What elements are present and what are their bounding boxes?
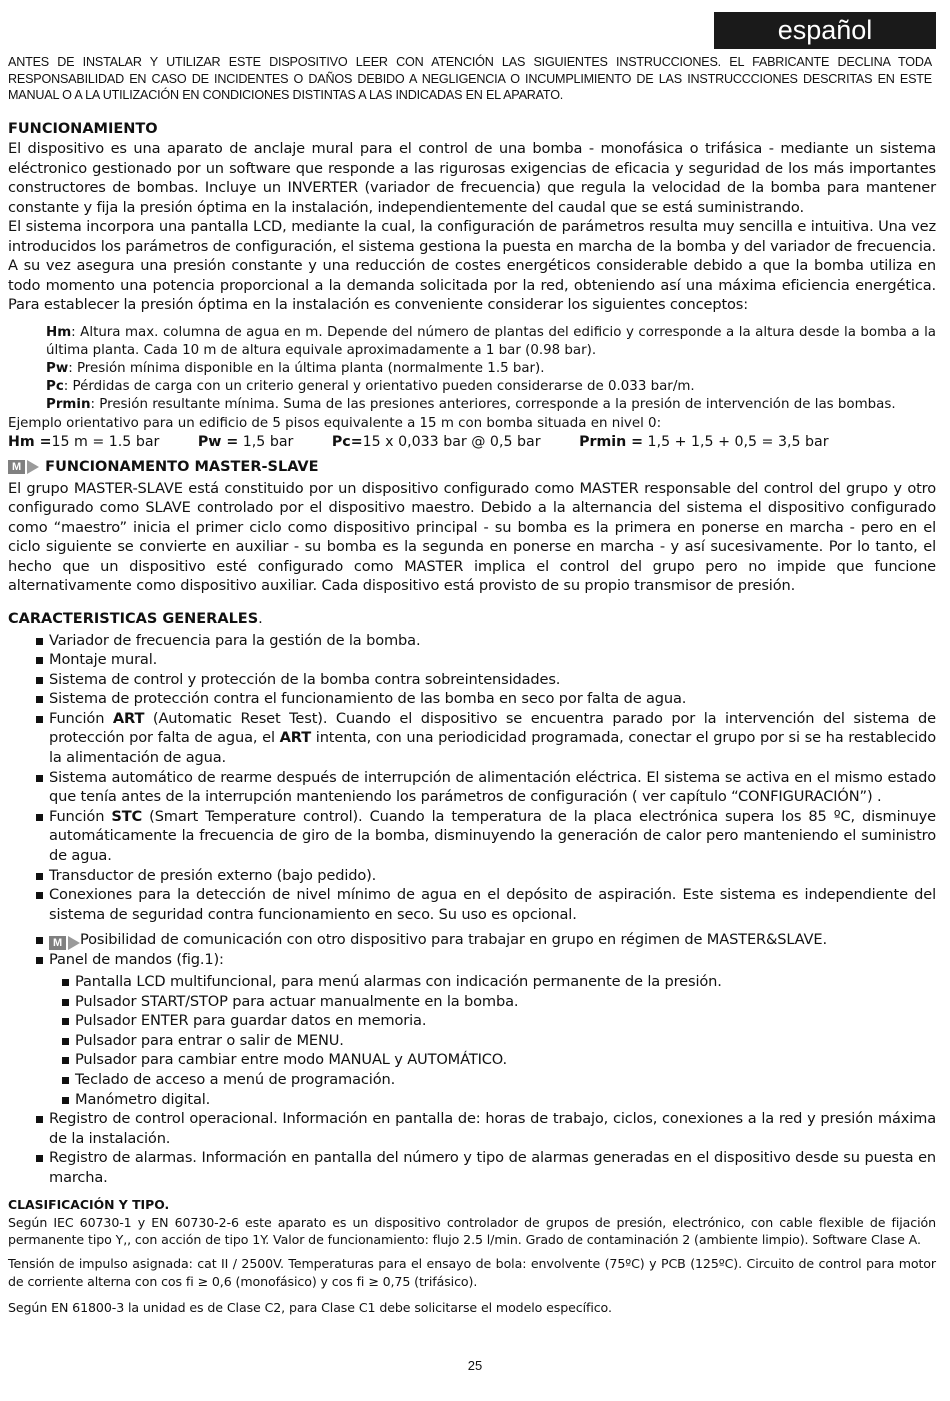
paragraph: Según IEC 60730-1 y EN 60730-2-6 este aparato es un dispositivo controlador de grupos de presión, electrónico, con cable flexible de fijación permanente tipo Y,, con acción de tipo 1Y. Valor de funcionamiento: flujo 2.5 l/min. Grado de contaminación 2 (ambiente limpio). Software Clase A. — [8, 1214, 936, 1248]
definition-text: : Presión mínima disponible en la última planta (normalmente 1.5 bar). — [68, 360, 545, 376]
definition-text: : Presión resultante mínima. Suma de las presiones anteriores, corresponde a la presión de intervención de las bombas. — [90, 397, 896, 413]
calc-hm: Hm =15 m = 1.5 bar — [8, 433, 160, 450]
main-content — [8, 120, 936, 1317]
calculation-line — [8, 433, 936, 452]
features-list — [34, 631, 936, 1188]
list-item: Sistema de protección contra el funcionamiento de las bomba en seco por falta de agua. — [34, 689, 936, 709]
calc-pc: Pc=15 x 0,033 bar @ 0,5 bar — [331, 433, 541, 450]
calc-prmin: Prmin = 1,5 + 1,5 + 0,5 = 3,5 bar — [579, 433, 829, 450]
section-title-caracteristicas: CARACTERISTICAS GENERALES. — [8, 610, 263, 627]
list-item: Manómetro digital. — [60, 1090, 936, 1110]
list-item: Conexiones para la detección de nivel mínimo de agua en el depósito de aspiración. Este sistema es independiente del sistema de seguridad contra funcionamiento en seco. Su uso es opcional. — [34, 885, 936, 924]
language-tab: español — [714, 12, 936, 49]
section-title-funcionamiento: FUNCIONAMIENTO — [8, 121, 158, 137]
list-item-art: Función ART (Automatic Reset Test). Cuando el dispositivo se encuentra parado por la intervención del sistema de protección por falta de agua, el ART intenta, con una periodicidad programada, conectar el grupo por si se ha restablecido la alimentación de agua. — [34, 709, 936, 768]
term: Pc — [46, 379, 64, 395]
example-line: Ejemplo orientativo para un edificio de 5 pisos equivalente a 15 m con bomba situada en nivel 0: — [8, 415, 662, 431]
master-slave-icon: M — [49, 936, 80, 950]
definitions-list — [46, 324, 936, 415]
master-slave-heading — [8, 458, 936, 477]
list-item: Teclado de acceso a menú de programación. — [60, 1070, 936, 1090]
panel-sublist — [60, 972, 936, 1109]
list-item: Transductor de presión externo (bajo pedido). — [34, 866, 936, 886]
list-item: Registro de control operacional. Información en pantalla de: horas de trabajo, ciclos, conexiones a la red y presión máxima de la instalación. — [34, 1109, 936, 1148]
paragraph: Según EN 61800-3 la unidad es de Clase C2, para Clase C1 debe solicitarse el modelo específico. — [8, 1299, 612, 1315]
list-item-comunicacion: M Posibilidad de comunicación con otro dispositivo para trabajar en grupo en régimen de MASTER&SLAVE. — [34, 930, 936, 950]
definition-text: : Altura max. columna de agua en m. Depende del número de plantas del edificio y corresponde a la altura desde la bomba a la última planta. Cada 10 m de altura equivale aproximadamente a 1 bar (0.98 bar). — [46, 324, 936, 358]
page-number: 25 — [467, 1358, 483, 1373]
section-title-master-slave: FUNCIONAMENTO MASTER-SLAVE — [45, 458, 319, 475]
list-item: Sistema de control y protección de la bomba contra sobreintensidades. — [34, 670, 936, 690]
paragraph: El sistema incorpora una pantalla LCD, mediante la cual, la configuración de parámetros resulta muy sencilla e intuitiva. Una vez introducidos los parámetros de configuración, el sistema gestiona la puesta en marcha de la bomba y del variador de frecuencia. A su vez asegura una presión constante y una reducción de costes energéticos considerable debido a que la bomba utiliza en todo momento una potencia proporcional a la demanda solicitada por la red, obteniendo así una máxima eficiencia energética. Para establecer la presión óptima en la instalación es conveniente considerar los siguientes conceptos: — [8, 218, 936, 313]
warning-notice: ANTES DE INSTALAR Y UTILIZAR ESTE DISPOSITIVO LEER CON ATENCIÓN LAS SIGUIENTES INSTRUCCIONES. EL FABRICANTE DECLINA TODA RESPONSABILIDAD EN CASO DE INCIDENTES O DAÑOS DEBIDO A NEGLIGENCIA O INCUMPLIMIENTO DE LAS INSTRUCCCIONES DESCRITAS EN ESTE MANUAL O A LA UTILIZACIÓN EN CONDICIONES DISTINTAS A LAS INDICADAS EN EL APARATO. — [8, 55, 932, 102]
list-item: Sistema automático de rearme después de interrupción de alimentación eléctrica. El sistema se activa en el mismo estado que tenía antes de la interrupción manteniendo los parámetros de configuración ( ver capítulo “CONFIGURACIÓN”) . — [34, 768, 936, 807]
list-item: Registro de alarmas. Información en pantalla del número y tipo de alarmas generadas en el dispositivo desde su puesta en marcha. — [34, 1148, 936, 1187]
list-item: Pulsador START/STOP para actuar manualmente en la bomba. — [60, 992, 936, 1012]
list-item: Montaje mural. — [34, 650, 936, 670]
definition-prmin — [46, 396, 936, 414]
panel-sublist-container — [34, 972, 936, 1109]
definition-pw — [46, 360, 936, 378]
list-item: Variador de frecuencia para la gestión de la bomba. — [34, 631, 936, 651]
calc-pw: Pw = 1,5 bar — [197, 433, 294, 450]
paragraph: El grupo MASTER-SLAVE está constituido por un dispositivo configurado como MASTER responsable del control del grupo y otro configurado como SLAVE controlado por el dispositivo maestro. Debido a la alternancia del sistema el dispositivo configurado como “maestro” inicia el primer ciclo como dispositivo principal - su bomba es la primera en ponerse en marcha - pero en el ciclo siguiente se convierte en auxiliar - su bomba es la segunda en ponerse en marcha - y así sucesivamente. Por lo tanto, el hecho que un dispositivo esté configurado como MASTER implica el control del grupo pero no impide que funcione alternativamente como dispositivo auxiliar. Cada dispositivo está provisto de su propio transmisor de presión. — [8, 479, 936, 595]
list-item: Pulsador ENTER para guardar datos en memoria. — [60, 1011, 936, 1031]
list-item-stc: Función STC (Smart Temperature control). Cuando la temperatura de la placa electrónica supera los 85 ºC, disminuye automáticamente la frecuencia de giro de la bomba, disminuyendo la generación de calor pero manteniendo el suministro de agua. — [34, 807, 936, 866]
term: Prmin — [46, 397, 91, 413]
definition-text: : Pérdidas de carga con un criterio general y orientativo pueden considerarse de 0.033 bar/m. — [63, 379, 695, 395]
list-item: Pantalla LCD multifuncional, para menú alarmas con indicación permanente de la presión. — [60, 972, 936, 992]
definition-hm — [46, 324, 936, 360]
section-title-clasificacion: CLASIFICACIÓN Y TIPO. — [8, 1196, 170, 1212]
definition-pc — [46, 378, 936, 396]
term: Pw — [46, 360, 69, 376]
paragraph: El dispositivo es una aparato de anclaje mural para el control de una bomba - monofásica o trifásica - mediante un sistema eléctronico gestionado por un software que responde a las rigurosas exigencias de eficacia y seguridad de los más importantes constructores de bombas. Incluye un INVERTER (variador de frecuencia) que regula la velocidad de la bomba para mantener constante y fija la presión óptima en la instalación, independientemente del caudal que se está suministrando. — [8, 140, 936, 216]
list-item: Pulsador para entrar o salir de MENU. — [60, 1031, 936, 1051]
list-item-panel: Panel de mandos (fig.1): — [34, 950, 936, 970]
term: Hm — [46, 324, 72, 340]
list-item: Pulsador para cambiar entre modo MANUAL y AUTOMÁTICO. — [60, 1050, 936, 1070]
paragraph: Tensión de impulso asignada: cat II / 2500V. Temperaturas para el ensayo de bola: envolvente (75ºC) y PCB (125ºC). Circuito de control para motor de corriente alterna con cos fi ≥ 0,6 (monofásico) y cos fi ≥ 0,75 (trifásico). — [8, 1256, 936, 1289]
master-slave-icon: M — [8, 460, 39, 474]
